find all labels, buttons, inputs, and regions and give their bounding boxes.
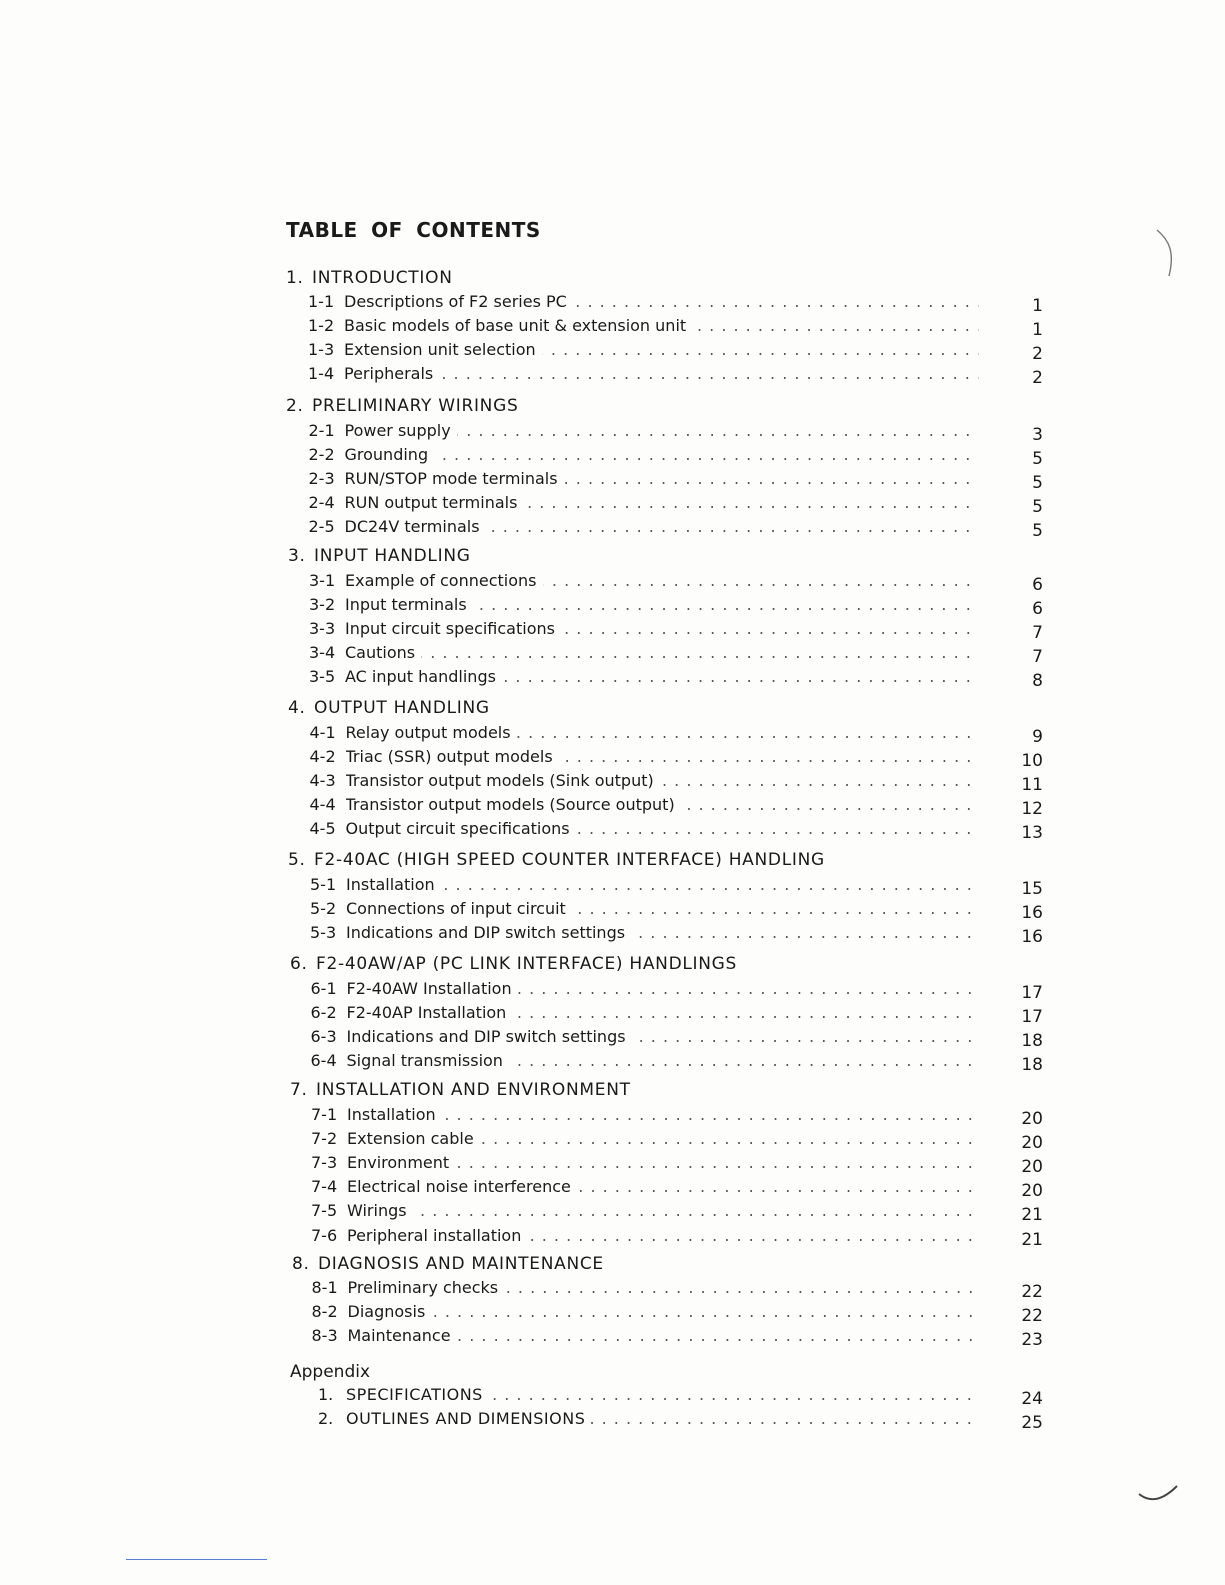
entry-page-number: 5 <box>1032 497 1043 518</box>
entry-label-text: Signal transmission <box>347 1051 509 1070</box>
section-title: INTRODUCTION <box>312 268 453 288</box>
appendix-heading: Appendix <box>290 1362 371 1382</box>
entry-page-number: 17 <box>1021 1007 1043 1028</box>
entry-label <box>347 1051 980 1070</box>
appendix-entry <box>286 1385 1043 1409</box>
entry-number: 8-1 <box>311 1278 338 1297</box>
entry-label <box>344 340 979 359</box>
entry-number: 2-2 <box>308 445 335 465</box>
toc-entry <box>311 1177 1043 1202</box>
entry-number: 1-1 <box>308 292 335 311</box>
entry-label-text: Peripheral installation <box>347 1226 527 1245</box>
entry-label <box>345 469 980 488</box>
entry-label <box>347 1153 979 1172</box>
scan-mark-bottom-right <box>1135 1480 1185 1510</box>
entry-label <box>344 364 979 383</box>
toc-entry <box>311 1153 1043 1178</box>
entry-label-text: Installation <box>347 1105 442 1124</box>
section-number: 1. <box>286 268 304 288</box>
section-number: 3. <box>288 546 306 566</box>
entry-number: 6-2 <box>310 1003 337 1023</box>
toc-entry <box>310 1027 1043 1052</box>
entry-label-text: Indications and DIP switch settings <box>347 1027 632 1046</box>
entry-page-number: 18 <box>1021 1031 1043 1052</box>
entry-label <box>347 1003 980 1022</box>
toc-entry <box>308 517 1043 542</box>
section-heading <box>290 954 737 974</box>
entry-number: 6-3 <box>310 1027 337 1047</box>
entry-page-number: 11 <box>1021 775 1043 796</box>
entry-page-number: 18 <box>1021 1055 1043 1076</box>
entry-label <box>346 875 979 894</box>
entry-label-text: AC input handlings <box>345 667 502 686</box>
entry-number: 4-5 <box>309 819 336 839</box>
entry-number: 4-1 <box>309 723 336 742</box>
section-heading <box>288 698 490 718</box>
entry-label <box>346 923 979 942</box>
entry-number: 5-2 <box>310 899 337 919</box>
toc-entry <box>308 364 1043 389</box>
entry-page-number: 7 <box>1032 623 1043 644</box>
entry-page-number: 5 <box>1032 521 1043 542</box>
toc-entry <box>311 1326 1043 1351</box>
section-heading <box>288 546 471 566</box>
entry-label <box>348 1278 980 1297</box>
entry-number: 4-2 <box>309 747 336 767</box>
entry-page-number: 13 <box>1021 823 1043 844</box>
entry-label-text: Grounding <box>345 445 435 464</box>
section-title: F2-40AC (HIGH SPEED COUNTER INTERFACE) HANDLING <box>314 850 825 870</box>
toc-entry <box>310 899 1043 924</box>
entry-label-text: Electrical noise interference <box>347 1177 577 1196</box>
entry-label-text: Installation <box>346 875 441 894</box>
toc-entry <box>308 469 1043 494</box>
toc-entry <box>311 1302 1043 1327</box>
entry-page-number: 23 <box>1021 1330 1043 1351</box>
entry-label <box>347 1177 979 1196</box>
entry-label-text: Descriptions of F2 series PC <box>344 292 573 311</box>
entry-number: 7-2 <box>311 1129 338 1149</box>
entry-page-number: 21 <box>1021 1205 1043 1226</box>
entry-number: 7-6 <box>311 1225 338 1245</box>
toc-entry <box>309 795 1043 820</box>
entry-page-number: 5 <box>1032 449 1043 470</box>
entry-label-text: F2-40AP Installation <box>347 1003 513 1022</box>
entry-number: 8-2 <box>311 1302 338 1322</box>
entry-label <box>344 292 979 311</box>
entry-label <box>347 1129 979 1148</box>
entry-number: 2-3 <box>308 469 335 489</box>
entry-label-text: Input circuit specifications <box>345 619 561 638</box>
footer-rule <box>126 1559 267 1560</box>
entry-label-text: Diagnosis <box>348 1302 432 1321</box>
entry-label <box>347 979 980 998</box>
entry-number: 3-4 <box>309 643 336 663</box>
entry-page-number: 2 <box>1032 368 1043 389</box>
entry-number: 4-3 <box>309 771 336 791</box>
page-title: TABLE OF CONTENTS <box>286 218 541 242</box>
entry-label <box>345 595 979 614</box>
entry-page-number: 15 <box>1021 879 1043 899</box>
section-heading <box>286 268 453 288</box>
entry-label <box>345 421 980 440</box>
toc-entry <box>310 923 1043 948</box>
entry-label <box>348 1326 980 1345</box>
toc-entry <box>310 1003 1043 1028</box>
entry-page-number: 20 <box>1021 1181 1043 1202</box>
entry-number: 2-5 <box>308 517 335 537</box>
entry-page-number: 21 <box>1021 1229 1043 1250</box>
entry-label-text: OUTLINES AND DIMENSIONS <box>346 1409 591 1428</box>
entry-page-number: 16 <box>1021 927 1043 948</box>
entry-label <box>345 643 979 662</box>
toc-entry <box>308 316 1043 341</box>
section-title: F2-40AW/AP (PC LINK INTERFACE) HANDLINGS <box>316 954 738 974</box>
entry-number: 6-1 <box>310 979 337 998</box>
entry-label-text: Basic models of base unit & extension unit <box>344 316 692 335</box>
entry-number: 1-2 <box>308 316 335 336</box>
toc-entry <box>309 747 1043 772</box>
toc-entry <box>308 292 1043 316</box>
entry-label <box>346 1409 979 1428</box>
entry-number: 2-1 <box>308 421 335 440</box>
entry-page-number: 9 <box>1032 727 1043 747</box>
toc-entry <box>309 723 1043 747</box>
section-title: PRELIMINARY WIRINGS <box>312 396 519 416</box>
appendix-entry <box>286 1409 1043 1433</box>
entry-label <box>345 619 979 638</box>
entry-number: 1. <box>318 1385 334 1404</box>
entry-page-number: 7 <box>1032 647 1043 668</box>
entry-label <box>345 517 980 536</box>
entry-label-text: RUN output terminals <box>345 493 524 512</box>
entry-label <box>346 795 980 814</box>
entry-label <box>346 819 980 838</box>
entry-label <box>347 1201 979 1220</box>
entry-label <box>345 445 980 464</box>
toc-entry <box>310 875 1043 899</box>
toc-entry <box>309 643 1043 668</box>
entry-label <box>346 723 980 742</box>
entry-label-text: Extension cable <box>347 1129 480 1148</box>
entry-page-number: 24 <box>1021 1389 1043 1409</box>
entry-number: 5-3 <box>310 923 337 943</box>
entry-label-text: Relay output models <box>346 723 517 742</box>
entry-page-number: 12 <box>1021 799 1043 820</box>
entry-label <box>344 316 979 335</box>
entry-number: 6-4 <box>310 1051 337 1071</box>
entry-page-number: 6 <box>1032 599 1043 620</box>
section-heading <box>290 1080 631 1100</box>
entry-page-number: 20 <box>1021 1133 1043 1154</box>
entry-number: 7-5 <box>311 1201 338 1221</box>
entry-page-number: 20 <box>1021 1157 1043 1178</box>
entry-label-text: Transistor output models (Sink output) <box>346 771 660 790</box>
toc-entry <box>309 771 1043 796</box>
toc-entry <box>308 421 1043 445</box>
toc-entry <box>311 1129 1043 1154</box>
entry-number: 1-4 <box>308 364 335 384</box>
entry-label <box>347 1105 979 1124</box>
scan-mark-right <box>1155 226 1185 286</box>
entry-page-number: 17 <box>1021 983 1043 1003</box>
entry-number: 2. <box>318 1409 334 1428</box>
entry-label-text: Triac (SSR) output models <box>346 747 559 766</box>
entry-number: 3-5 <box>309 667 336 687</box>
entry-label <box>347 1226 979 1245</box>
entry-page-number: 1 <box>1032 320 1043 341</box>
entry-label-text: Output circuit specifications <box>346 819 576 838</box>
section-number: 2. <box>286 396 304 416</box>
toc-entry <box>309 571 1043 595</box>
section-title: DIAGNOSIS AND MAINTENANCE <box>318 1254 604 1274</box>
entry-number: 7-3 <box>311 1153 338 1173</box>
entry-label-text: Environment <box>347 1153 455 1172</box>
section-number: 8. <box>292 1254 310 1274</box>
section-number: 6. <box>290 954 308 974</box>
entry-page-number: 8 <box>1032 671 1043 692</box>
toc-entry <box>309 595 1043 620</box>
entry-label <box>345 571 979 590</box>
toc-entry <box>309 619 1043 644</box>
entry-page-number: 6 <box>1032 575 1043 595</box>
section-number: 7. <box>290 1080 308 1100</box>
toc-entry <box>311 1105 1043 1129</box>
toc-entry <box>311 1225 1043 1250</box>
section-number: 5. <box>288 850 306 870</box>
entry-label <box>348 1302 980 1321</box>
section-heading <box>286 396 518 416</box>
toc-entry <box>308 445 1043 470</box>
section-heading <box>288 850 825 870</box>
entry-page-number: 2 <box>1032 344 1043 365</box>
entry-label <box>347 1027 980 1046</box>
entry-label <box>345 667 979 686</box>
entry-page-number: 3 <box>1032 425 1043 445</box>
entry-label-text: Example of connections <box>345 571 543 590</box>
toc-entry <box>311 1278 1043 1302</box>
section-title: OUTPUT HANDLING <box>314 698 490 718</box>
toc-entry <box>310 1051 1043 1076</box>
toc-entry <box>309 667 1043 692</box>
toc-entry <box>308 493 1043 518</box>
toc-entry <box>311 1201 1043 1226</box>
entry-label-text: Cautions <box>345 643 421 662</box>
entry-label-text: Input terminals <box>345 595 473 614</box>
entry-page-number: 25 <box>1021 1413 1043 1433</box>
entry-label-text: Extension unit selection <box>344 340 542 359</box>
entry-number: 7-4 <box>311 1177 338 1197</box>
entry-page-number: 10 <box>1021 751 1043 772</box>
entry-label <box>346 899 979 918</box>
entry-label-text: Connections of input circuit <box>346 899 572 918</box>
entry-label <box>346 747 980 766</box>
entry-label-text: Preliminary checks <box>348 1278 505 1297</box>
entry-number: 5-1 <box>310 875 337 894</box>
entry-label-text: Indications and DIP switch settings <box>346 923 631 942</box>
entry-number: 3-2 <box>309 595 336 615</box>
entry-label <box>346 771 980 790</box>
entry-page-number: 22 <box>1021 1282 1043 1302</box>
section-title: INSTALLATION AND ENVIRONMENT <box>316 1080 631 1100</box>
entry-label-text: Peripherals <box>344 364 439 383</box>
entry-number: 8-3 <box>311 1326 338 1346</box>
entry-number: 3-1 <box>309 571 336 590</box>
entry-label-text: Power supply <box>345 421 457 440</box>
entry-page-number: 22 <box>1021 1306 1043 1327</box>
section-number: 4. <box>288 698 306 718</box>
entry-number: 1-3 <box>308 340 335 360</box>
section-title: INPUT HANDLING <box>314 546 471 566</box>
toc-entry <box>308 340 1043 365</box>
entry-label-text: Wirings <box>347 1201 413 1220</box>
entry-page-number: 1 <box>1032 296 1043 316</box>
entry-page-number: 16 <box>1021 903 1043 924</box>
entry-label-text: Maintenance <box>348 1326 457 1345</box>
entry-label <box>346 1385 979 1404</box>
entry-label-text: DC24V terminals <box>345 517 486 536</box>
entry-number: 3-3 <box>309 619 336 639</box>
entry-label <box>345 493 980 512</box>
entry-number: 7-1 <box>311 1105 338 1124</box>
entry-label-text: Transistor output models (Source output) <box>346 795 681 814</box>
toc-entry <box>309 819 1043 844</box>
entry-label-text: SPECIFICATIONS <box>346 1385 489 1404</box>
entry-number: 4-4 <box>309 795 336 815</box>
section-heading <box>292 1254 604 1274</box>
toc-entry <box>310 979 1043 1003</box>
entry-page-number: 5 <box>1032 473 1043 494</box>
entry-label-text: F2-40AW Installation <box>347 979 518 998</box>
entry-number: 2-4 <box>308 493 335 513</box>
entry-label-text: RUN/STOP mode terminals <box>345 469 564 488</box>
entry-page-number: 20 <box>1021 1109 1043 1129</box>
